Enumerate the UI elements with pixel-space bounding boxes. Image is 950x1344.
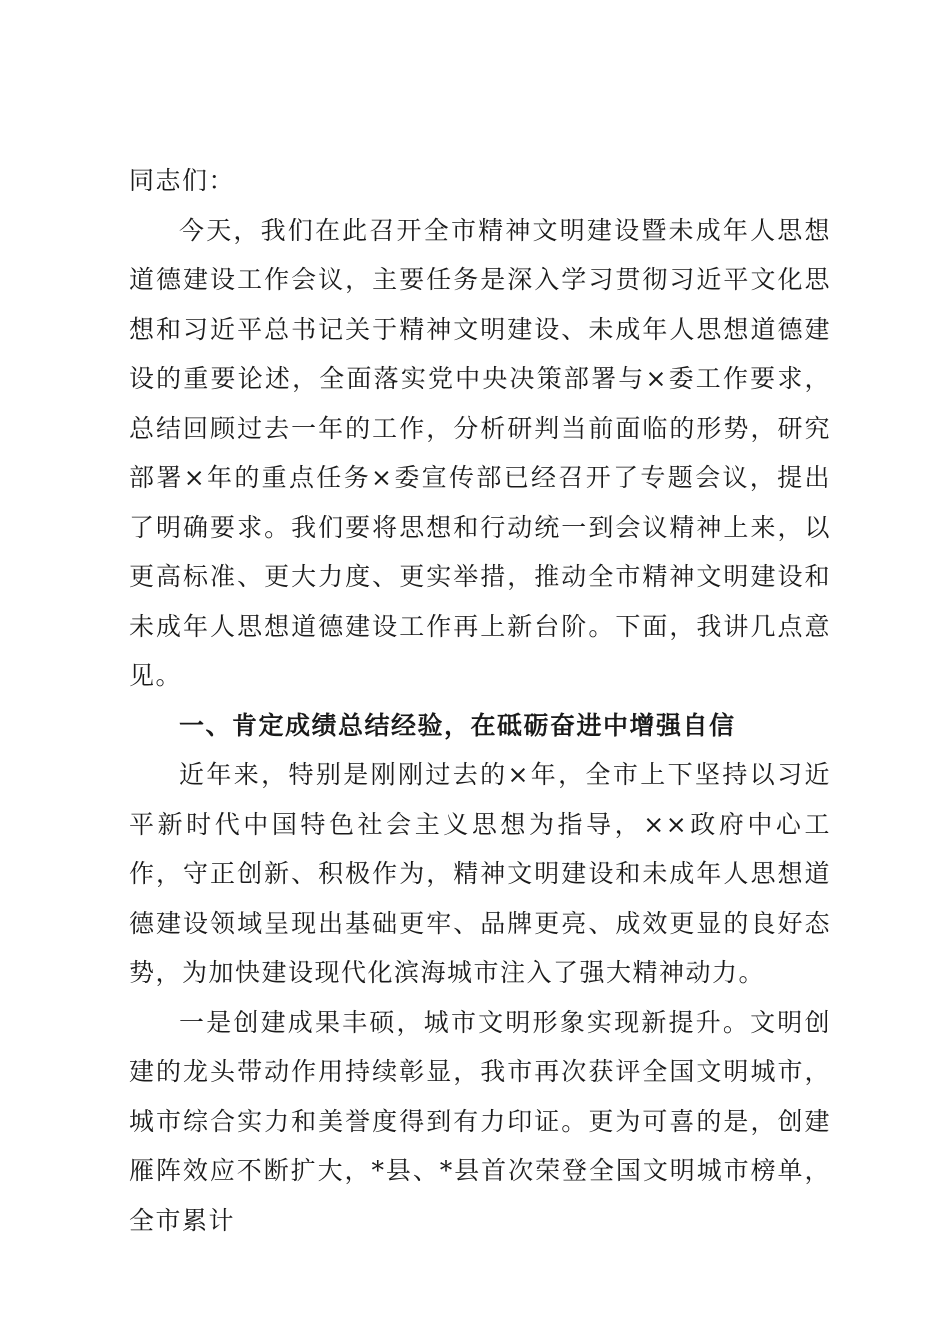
section-1-paragraph-1: 近年来，特别是刚刚过去的×年，全市上下坚持以习近平新时代中国特色社会主义思想为指导，××政府中心工作，守正创新、积极作为，精神文明建设和未成年人思想道德建设领域呈现出基础更牢、品牌更亮、成效更显的良好态势，为加快建设现代化滨海城市注入了强大精神动力。: [129, 760, 831, 987]
section-heading-1: 一、肯定成绩总结经验，在砥砺奋进中增强自信: [179, 710, 736, 740]
section-1-paragraph-2: 一是创建成果丰硕，城市文明形象实现新提升。文明创建的龙头带动作用持续彰显，我市再次获评全国文明城市，城市综合实力和美誉度得到有力印证。更为可喜的是，创建雁阵效应不断扩大，*县、*县首次荣登全国文明城市榜单，全市累计: [129, 1007, 831, 1235]
salutation: 同志们：: [129, 166, 236, 195]
intro-paragraph: 今天，我们在此召开全市精神文明建设暨未成年人思想道德建设工作会议，主要任务是深入学习贯彻习近平文化思想和习近平总书记关于精神文明建设、未成年人思想道德建设的重要论述，全面落实党中央决策部署与×委工作要求，总结回顾过去一年的工作，分析研判当前面临的形势，研究部署×年的重点任务×委宣传部已经召开了专题会议，提出了明确要求。我们要将思想和行动统一到会议精神上来，以更高标准、更大力度、更实举措，推动全市精神文明建设和未成年人思想道德建设工作再上新台阶。下面，我讲几点意见。: [129, 215, 831, 690]
document-body: [129, 156, 831, 1245]
